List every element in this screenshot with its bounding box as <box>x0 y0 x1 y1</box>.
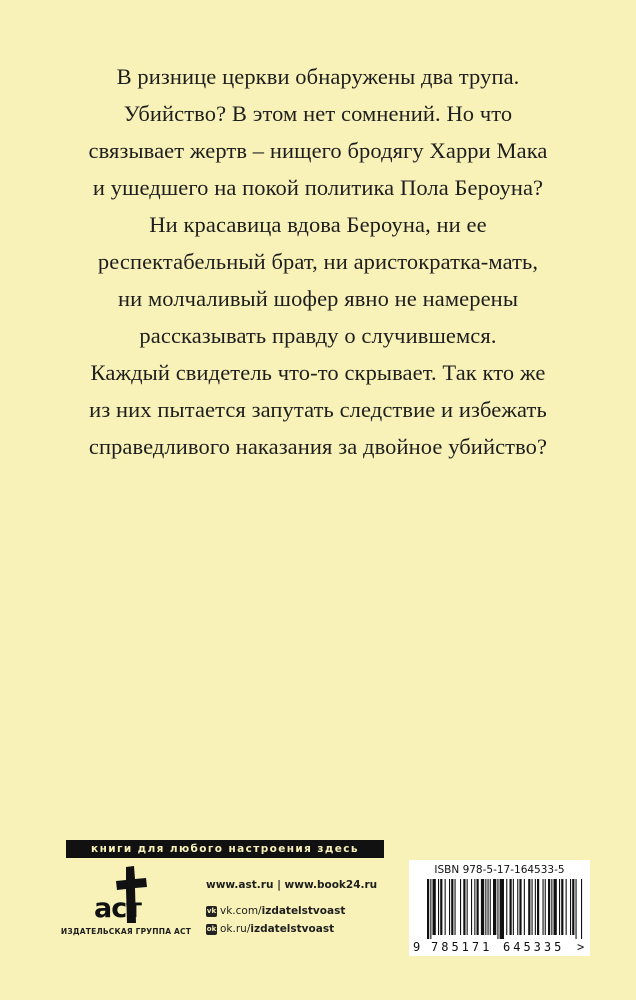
ok-icon: ok <box>206 924 217 933</box>
barcode-bar <box>535 879 536 935</box>
barcode-bar <box>451 879 453 935</box>
barcode-bar <box>532 879 533 935</box>
barcode-bar <box>543 879 544 935</box>
barcode-bar <box>445 879 446 935</box>
blurb-line: справедливого наказания за двойное убийство? <box>88 434 548 459</box>
barcode-bar <box>488 879 489 935</box>
vk-icon: vk <box>206 906 217 915</box>
blurb-line: Убийство? В этом нет сомнений. Но что <box>123 101 513 126</box>
ast-logo <box>88 863 160 925</box>
barcode-bar <box>581 879 582 939</box>
barcode-bar <box>519 879 521 935</box>
publisher-group-label: ИЗДАТЕЛЬСКАЯ ГРУППА АСТ <box>60 927 192 936</box>
blurb-line: Ни красавица вдова Бероуна, ни ее <box>149 212 487 237</box>
blurb-line: связывает жертв – нищего бродягу Харри Мака <box>88 138 548 163</box>
barcode-bar <box>474 879 475 935</box>
publisher-links <box>206 878 377 936</box>
blurb-line: респектабельный брат, ни аристократка-мать, <box>97 249 539 274</box>
barcode-bar <box>566 879 567 935</box>
barcode-digits <box>409 939 590 955</box>
blurb-line: и ушедшего на покой политика Пола Бероуна? <box>92 175 544 200</box>
barcode-bar <box>463 879 465 935</box>
barcode-bar <box>485 879 486 935</box>
barcode-bar <box>513 879 514 935</box>
blurb-line: Каждый свидетель что-то скрывает. Так кто же <box>90 360 546 385</box>
barcode-bar <box>570 879 571 935</box>
vk-link-handle: izdatelstvoast <box>261 905 346 917</box>
barcode-bar <box>433 879 436 935</box>
barcode-bar <box>471 879 472 935</box>
barcode-bar <box>506 879 507 935</box>
isbn-barcode <box>409 860 590 956</box>
barcode-bar <box>510 879 512 935</box>
barcode-bar <box>524 879 525 935</box>
blurb-line: ни молчаливый шофер явно не намерены <box>117 286 519 311</box>
barcode-bar <box>559 879 560 935</box>
barcode-right-group: 645335 <box>503 940 565 954</box>
blurb-line: из них пытается запутать следствие и избежать <box>89 397 547 422</box>
isbn-label: ISBN 978-5-17-164533-5 <box>434 864 565 876</box>
vk-link[interactable] <box>206 904 377 918</box>
barcode-bar <box>500 879 504 939</box>
barcode-bar <box>551 879 552 935</box>
barcode-bar <box>467 879 468 935</box>
barcode-bar <box>449 879 450 935</box>
ok-link[interactable] <box>206 922 377 936</box>
barcode-bar <box>497 879 498 939</box>
barcode-bars <box>409 879 590 939</box>
barcode-bar <box>528 879 530 935</box>
barcode-bar <box>537 879 539 935</box>
barcode-bar <box>561 879 563 935</box>
barcode-bar <box>576 879 577 939</box>
barcode-bar <box>455 879 456 935</box>
barcode-bar <box>545 879 546 935</box>
barcode-first-digit: 9 <box>413 940 421 954</box>
barcode-bar <box>460 879 461 935</box>
vk-link-domain: vk.com/ <box>220 905 262 917</box>
barcode-bar <box>554 879 557 935</box>
ok-link-handle: izdatelstvoast <box>250 923 335 935</box>
barcode-left-group: 785171 <box>431 940 493 954</box>
back-cover-blurb <box>40 58 596 465</box>
barcode-bar <box>438 879 439 935</box>
barcode-quiet-mark: > <box>577 940 585 954</box>
blurb-line: В ризнице церкви обнаружены два трупа. <box>116 64 520 89</box>
barcode-bar <box>493 879 496 935</box>
barcode-bar <box>572 879 574 935</box>
barcode-bar <box>477 879 479 935</box>
barcode-bar <box>548 879 550 935</box>
blurb-line: рассказывать правду о случившемся. <box>139 323 497 348</box>
barcode-bar <box>440 879 442 935</box>
barcode-bar <box>481 879 484 935</box>
barcode-bar <box>490 879 491 935</box>
tagline-banner: книги для любого настроения здесь <box>66 840 384 858</box>
barcode-bar <box>517 879 518 935</box>
ast-logo-text: аст <box>94 893 141 924</box>
website-links[interactable]: www.ast.ru | www.book24.ru <box>206 879 378 891</box>
barcode-bar <box>427 879 429 939</box>
ok-link-domain: ok.ru/ <box>220 923 251 935</box>
barcode-bar <box>430 879 431 939</box>
